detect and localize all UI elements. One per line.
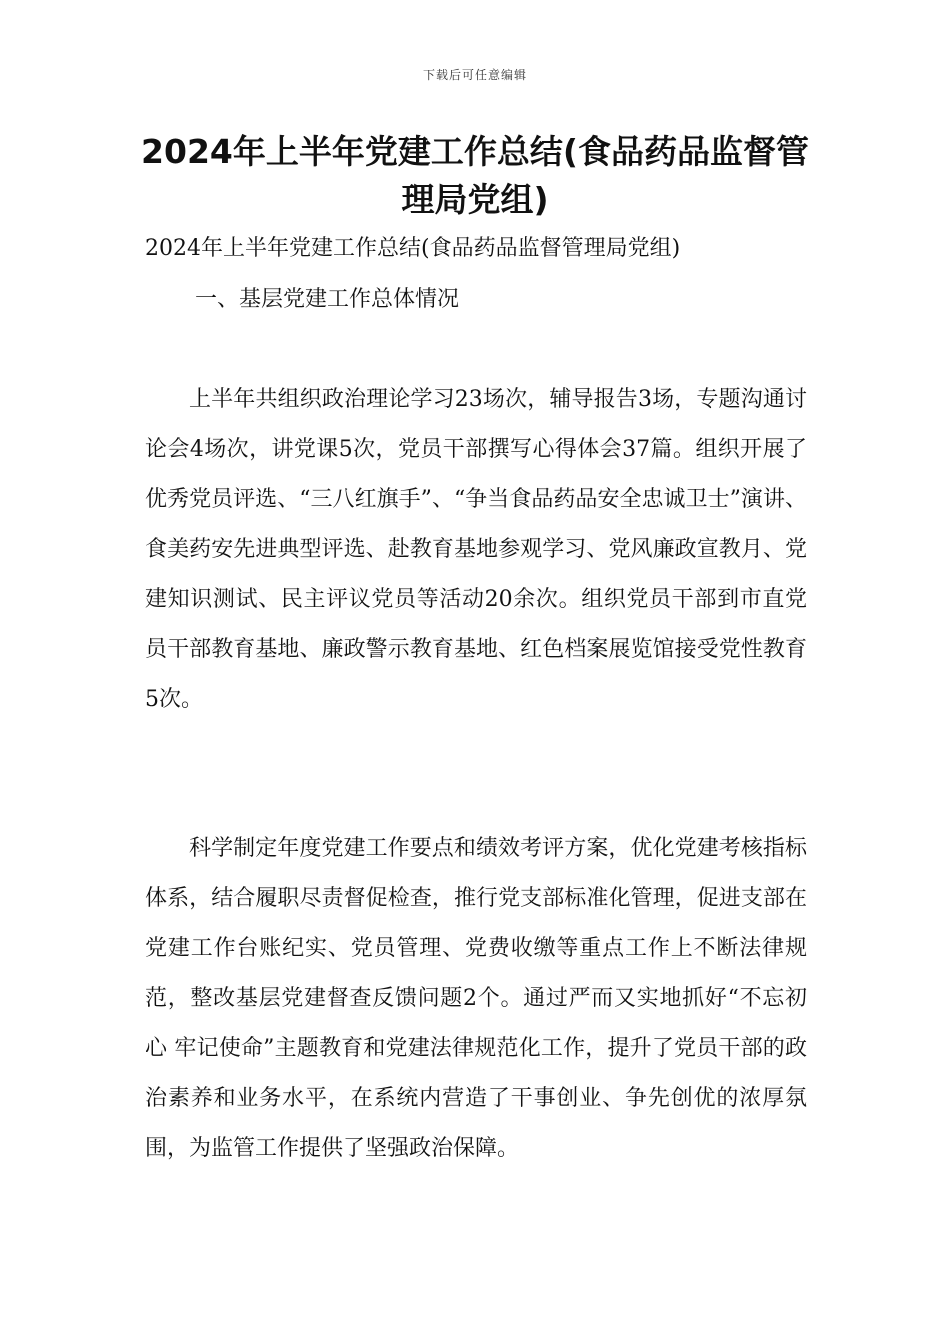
section-heading: 一、基层党建工作总体情况 <box>195 287 460 312</box>
document-title: 2024年上半年党建工作总结(食品药品监督管理局党组) <box>141 132 809 219</box>
header-note: 下载后可任意编辑 <box>422 68 527 82</box>
paragraph-1: 上半年共组织政治理论学习23场次，辅导报告3场，专题沟通讨论会4场次，讲党课5次，党员干部撰写心得体会37篇。组织开展了优秀党员评选、“三八红旗手”、“争当食品药品安全忠诚卫士”演讲、食美药安先进典型评选、赴教育基地参观学习、党风廉政宣教月、党建知识测试、民主评议党员等活动20余次。组织党员干部到市直党员干部教育基地、廉政警示教育基地、红色档案展览馆接受党性教育5次。 <box>145 387 807 712</box>
document-subtitle: 2024年上半年党建工作总结(食品药品监督管理局党组) <box>145 236 681 261</box>
paragraph-2: 科学制定年度党建工作要点和绩效考评方案，优化党建考核指标体系，结合履职尽责督促检查，推行党支部标准化管理，促进支部在党建工作台账纪实、党员管理、党费收缴等重点工作上不断法律规范，整改基层党建督查反馈问题2个。通过严而又实地抓好“不忘初心 牢记使命”主题教育和党建法律规范化工作，提升了党员干部的政治素养和业务水平，在系统内营造了干事创业、争先创优的浓厚氛围，为监管工作提供了坚强政治保障。 <box>145 836 807 1161</box>
